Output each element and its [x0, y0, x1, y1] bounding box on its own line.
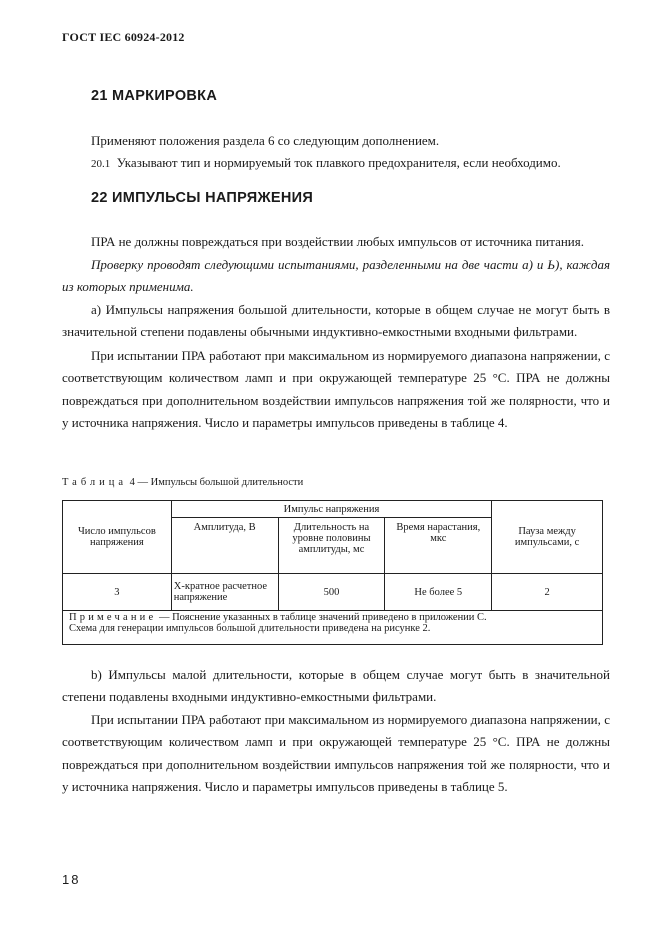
cell-pause: 2: [492, 574, 603, 611]
col-pause-header: Пауза между импульсами, с: [492, 501, 603, 574]
cell-count: 3: [63, 574, 172, 611]
s22-paragraph-1: ПРА не должны повреждаться при воздействии любых импульсов от источника питания.: [91, 234, 584, 249]
document-header: ГОСТ IEC 60924-2012: [62, 30, 185, 44]
s22-paragraph-2: Проверку проводят следующими испытаниями, разделенными на две части а) и Ь), каждая из которых применима.: [62, 257, 610, 295]
s22-paragraph-a: а) Импульсы напряжения большой длительности, которые в общем случае не могут быть в значительной степени подавлены обычными индуктивно-емкостными входными фильтрами.: [62, 302, 610, 340]
s21-paragraph-1: Применяют положения раздела 6 со следующим дополнением.: [91, 133, 440, 148]
col-count-header: Число импульсов напряжения: [63, 501, 172, 574]
cell-amp: Х-кратное расчетное напряжение: [171, 574, 278, 611]
s22-paragraph-test-conditions: При испытании ПРА работают при максимальном из нормируемого диапазона напряжении, с соответствующим количеством ламп и при окружающей температуре 25 °С. ПРА не должны повреждаться при дополнительном воздействии импульсов напряжения той же полярности, что и у источника напряжения. Число и параметры импульсов приведены в таблице 4.: [62, 348, 610, 430]
cell-dur: 500: [278, 574, 385, 611]
s22-paragraph-b: b) Импульсы малой длительности, которые в общем случае могут быть в значительной степени подавлены входными индуктивно-емкостными фильтрами.: [62, 667, 610, 705]
col-rise-header: Время нарастания, мкс: [385, 518, 492, 574]
col-amp-header: Амплитуда, В: [171, 518, 278, 574]
table-note-row: [63, 611, 603, 645]
s21-paragraph-2: 20.1 Указывают тип и нормируемый ток плавкого предохранителя, если необходимо.: [91, 155, 561, 170]
clause-number: 20.1: [91, 158, 111, 170]
table-row: [63, 574, 603, 611]
page-number: 18: [62, 872, 81, 887]
section-21-title: 21 МАРКИРОВКА: [91, 88, 218, 104]
table-note: Примечание — Пояснение указанных в таблице значений приведено в приложении С. Схема для генерации импульсов большой длительности приведена на рисунке 2.: [63, 611, 603, 645]
col-dur-header: Длительность на уровне половины амплитуды, мс: [278, 518, 385, 574]
group-header: Импульс напряжения: [171, 501, 491, 518]
table-4-caption: Таблица 4 — Импульсы большой длительности: [62, 477, 304, 488]
s22-paragraph-test-conditions-2: При испытании ПРА работают при максимальном из нормируемого диапазона напряжении, с соответствующим количеством ламп и при окружающей температуре 25 °С. ПРА не должны повреждаться при дополнительном воздействии импульсов напряжения той же полярности, что и у источника напряжения. Число и параметры импульсов приведены в таблице 5.: [62, 712, 610, 794]
table-header-row: [63, 501, 603, 518]
cell-rise: Не более 5: [385, 574, 492, 611]
section-22-title: 22 ИМПУЛЬСЫ НАПРЯЖЕНИЯ: [91, 190, 314, 206]
table-4: [62, 500, 603, 645]
